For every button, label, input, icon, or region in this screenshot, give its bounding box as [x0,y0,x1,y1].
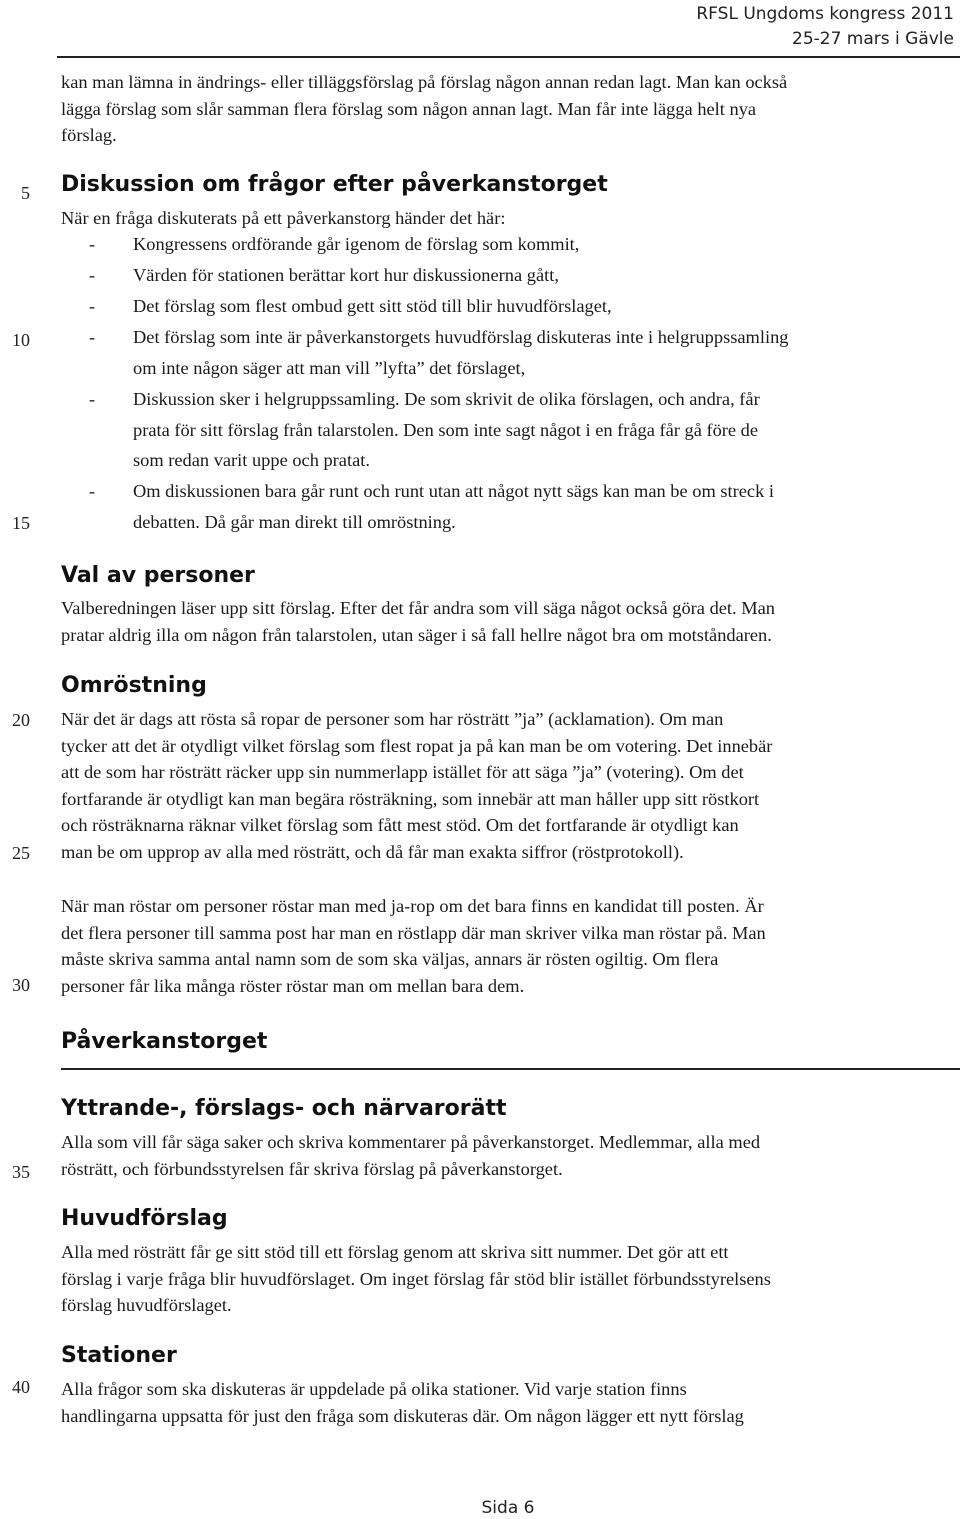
text-line: Alla med rösträtt får ge sitt stöd till ett förslag genom att skriva sitt nummer. Det gör att ett [61,1242,729,1262]
heading-stationer: Stationer [61,1343,177,1368]
bullet-marker: - [89,481,96,501]
bullet-marker: - [89,296,96,316]
text-line: Kongressens ordförande går igenom de förslag som kommit, [133,234,580,254]
list-item [133,229,948,260]
yttrande-paragraph [61,1129,948,1182]
text-line: personer får lika många röster röstar man om mellan bara dem. [61,975,525,996]
heading-yttrande: Yttrande-, förslags- och närvarorätt [61,1096,507,1121]
bullet-marker: - [89,265,96,285]
bullet-marker: - [89,389,96,409]
bullet-marker: - [89,234,96,254]
text-line: Det förslag som flest ombud gett sitt stöd till blir huvudförslaget, [133,296,612,316]
text-line: man be om upprop av alla med rösträtt, och då får man exakta siffror (röstprotokoll). [61,841,684,862]
text-line: rösträtt, och förbundsstyrelsen får skriva förslag på påverkanstorget. [61,1158,563,1179]
header-date: 25-27 mars i Gävle [792,29,954,49]
omrostning-paragraph-2 [61,893,948,999]
heading-omrostning: Omröstning [61,673,207,698]
text-line: och rösträknarna räknar vilket förslag som fått mest stöd. Om det fortfarande är otydligt kan [61,815,739,836]
text-line: debatten. Då går man direkt till omröstning. [133,511,456,532]
val-paragraph [61,595,948,648]
text-line: pratar aldrig illa om någon från talarstolen, utan säger i så fall hellre något bra om motståndaren. [61,624,772,645]
section-divider [61,1068,960,1070]
text-line: Diskussion sker i helgruppssamling. De som skrivit de olika förslagen, och andra, får [133,389,760,409]
text-line: Värden för stationen berättar kort hur diskussionerna gått, [133,265,559,285]
text-line: Om diskussionen bara går runt och runt utan att något nytt sägs kan man be om streck i [133,481,774,501]
line-number: 30 [12,975,30,995]
line-number: 25 [12,843,30,863]
header-divider [57,56,960,58]
text-line: förslag huvudförslaget. [61,1295,232,1316]
text-line: Det förslag som inte är påverkanstorgets huvudförslag diskuteras inte i helgruppssamling [133,327,789,347]
list-item [133,260,948,291]
heading-diskussion: Diskussion om frågor efter påverkanstorget [61,172,608,197]
line-number: 5 [21,183,30,203]
text-line: fortfarande är otydligt kan man begära rösträkning, som innebär att man håller upp sitt röstkort [61,788,760,809]
text-line: prata för sitt förslag från talarstolen. Den som inte sagt något i en fråga får gå före de [133,419,759,440]
text-line: om inte någon säger att man vill ”lyfta” det förslaget, [133,357,526,378]
list-item [133,476,948,537]
heading-paverkanstorget: Påverkanstorget [61,1029,268,1054]
text-line: handlingarna uppsatta för just den fråga som diskuteras där. Om någon lägger ett nytt förslag [61,1405,744,1426]
header-title: RFSL Ungdoms kongress 2011 [696,4,954,24]
line-number: 10 [12,330,30,350]
text-line: förslag. [61,125,117,146]
heading-val-av-personer: Val av personer [61,563,255,588]
text-line: som redan varit uppe och pratat. [133,450,370,471]
text-line: Alla som vill får säga saker och skriva kommentarer på påverkanstorget. Medlemmar, alla med [61,1132,761,1152]
line-number: 40 [12,1377,30,1397]
text-line: lägga förslag som slår samman flera förslag som någon annan lagt. Man får inte lägga helt nya [61,98,757,119]
heading-huvudforslag: Huvudförslag [61,1206,228,1231]
text-line: måste skriva samma antal namn som de som ska väljas, annars är rösten ogiltig. Om flera [61,949,719,970]
intro-paragraph [61,69,948,149]
list-item [133,384,948,476]
line-number: 15 [12,513,30,533]
diskussion-lead: När en fråga diskuterats på ett påverkanstorg händer det här: [61,208,506,228]
text-line: När man röstar om personer röstar man med ja-rop om det bara finns en kandidat till posten. Är [61,896,764,916]
list-item [133,291,948,322]
bullet-marker: - [89,327,96,347]
text-line: att de som har rösträtt räcker upp sin nummerlapp istället för att säga ”ja” (votering). Om det [61,762,744,783]
text-line: det flera personer till samma post har man en röstlapp där man skriver vilka man röstar på. Man [61,922,766,943]
text-line: Valberedningen läser upp sitt förslag. Efter det får andra som vill säga något också göra det. Man [61,598,775,618]
huvudforslag-paragraph [61,1239,948,1319]
text-line: förslag i varje fråga blir huvudförslaget. Om inget förslag får stöd blir istället förbundsstyrelsens [61,1268,771,1289]
line-number: 35 [12,1162,30,1182]
line-number: 20 [12,710,30,730]
text-line: Alla frågor som ska diskuteras är uppdelade på olika stationer. Vid varje station finns [61,1379,687,1399]
text-line: kan man lämna in ändrings- eller tilläggsförslag på förslag någon annan redan lagt. Man kan också [61,72,788,92]
stationer-paragraph [61,1376,948,1429]
page-number: Sida 6 [481,1498,535,1518]
page-header [696,2,954,52]
list-item [133,322,948,383]
text-line: tycker att det är otydligt vilket förslag som flest ropat ja på kan man be om votering. Det innebär [61,735,773,756]
omrostning-paragraph-1 [61,706,948,866]
text-line: När det är dags att rösta så ropar de personer som har rösträtt ”ja” (acklamation). Om man [61,709,724,729]
